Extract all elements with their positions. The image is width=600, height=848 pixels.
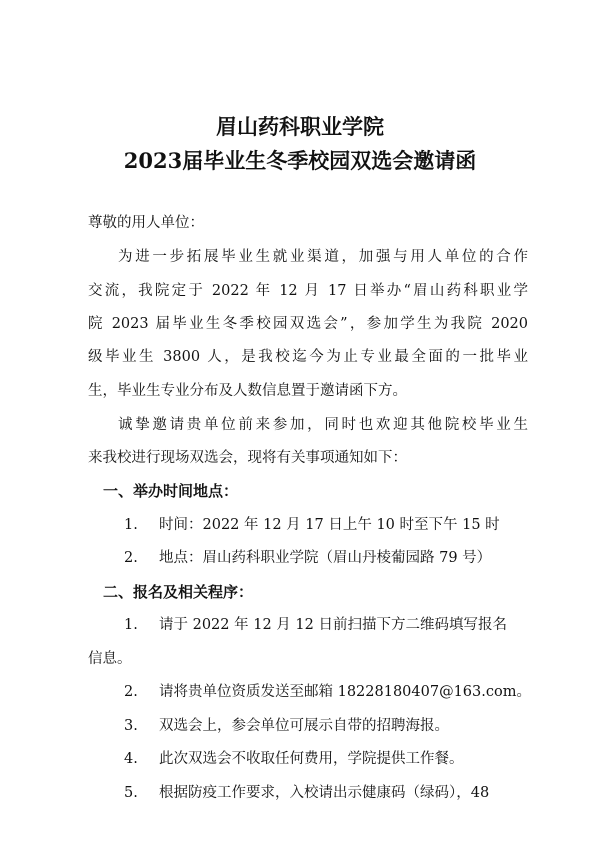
- list-item-number: 2.: [124, 684, 138, 700]
- document-title-invitation: 2023届毕业生冬季校园双选会邀请函: [123, 148, 477, 173]
- list-item: [124, 716, 528, 736]
- intro-line-3: 院 2023 届毕业生冬季校园双选会”，参加学生为我院 2020: [88, 316, 528, 332]
- list-item: [124, 783, 528, 803]
- list-item-continuation: 信息。: [88, 651, 132, 667]
- list-item-text: 请将贵单位资质发送至邮箱 18228180407@163.com。: [159, 684, 531, 700]
- document-title-school: 眉山药科职业学院: [216, 114, 384, 139]
- list-item-number: 4.: [124, 751, 138, 767]
- list-item-text: 根据防疫工作要求，入校请出示健康码（绿码），48: [159, 785, 490, 801]
- list-item-number: 1.: [124, 617, 138, 633]
- intro-line-1: 为进一步拓展毕业生就业渠道，加强与用人单位的合作: [118, 249, 528, 265]
- list-item-text: 时间：2022 年 12 月 17 日上午 10 时至下午 15 时: [159, 517, 500, 533]
- intro-line-2: 交流，我院定于 2022 年 12 月 17 日举办“眉山药科职业学: [88, 283, 528, 299]
- section-heading-registration: 二、报名及相关程序：: [103, 583, 254, 601]
- intro-line-5: 生，毕业生专业分布及人数信息置于邀请函下方。: [88, 383, 407, 399]
- list-item: [124, 749, 528, 769]
- list-item-text: 请于 2022 年 12 月 12 日前扫描下方二维码填写报名: [159, 617, 507, 633]
- list-item-number: 2.: [124, 550, 138, 566]
- list-item-number: 3.: [124, 718, 138, 734]
- intro-line-4: 级毕业生 3800 人，是我校迄今为止专业最全面的一批毕业: [88, 349, 528, 365]
- list-item: [124, 682, 531, 702]
- section-heading-time-place: 一、举办时间地点：: [103, 482, 239, 500]
- list-item-text: 双选会上，参会单位可展示自带的招聘海报。: [159, 718, 449, 734]
- list-item-number: 1.: [124, 517, 138, 533]
- list-item: [124, 615, 528, 635]
- list-item-text: 地点：眉山药科职业学院（眉山丹棱葡园路 79 号）: [159, 550, 492, 566]
- salutation: 尊敬的用人单位：: [88, 215, 204, 231]
- list-item: [124, 548, 528, 568]
- invite-line-1: 诚挚邀请贵单位前来参加，同时也欢迎其他院校毕业生: [118, 417, 528, 433]
- list-item: [124, 515, 528, 535]
- list-item-number: 5.: [124, 785, 138, 801]
- invite-line-2: 来我校进行现场双选会，现将有关事项通知如下：: [88, 450, 407, 466]
- list-item-text: 此次双选会不收取任何费用，学院提供工作餐。: [159, 751, 464, 767]
